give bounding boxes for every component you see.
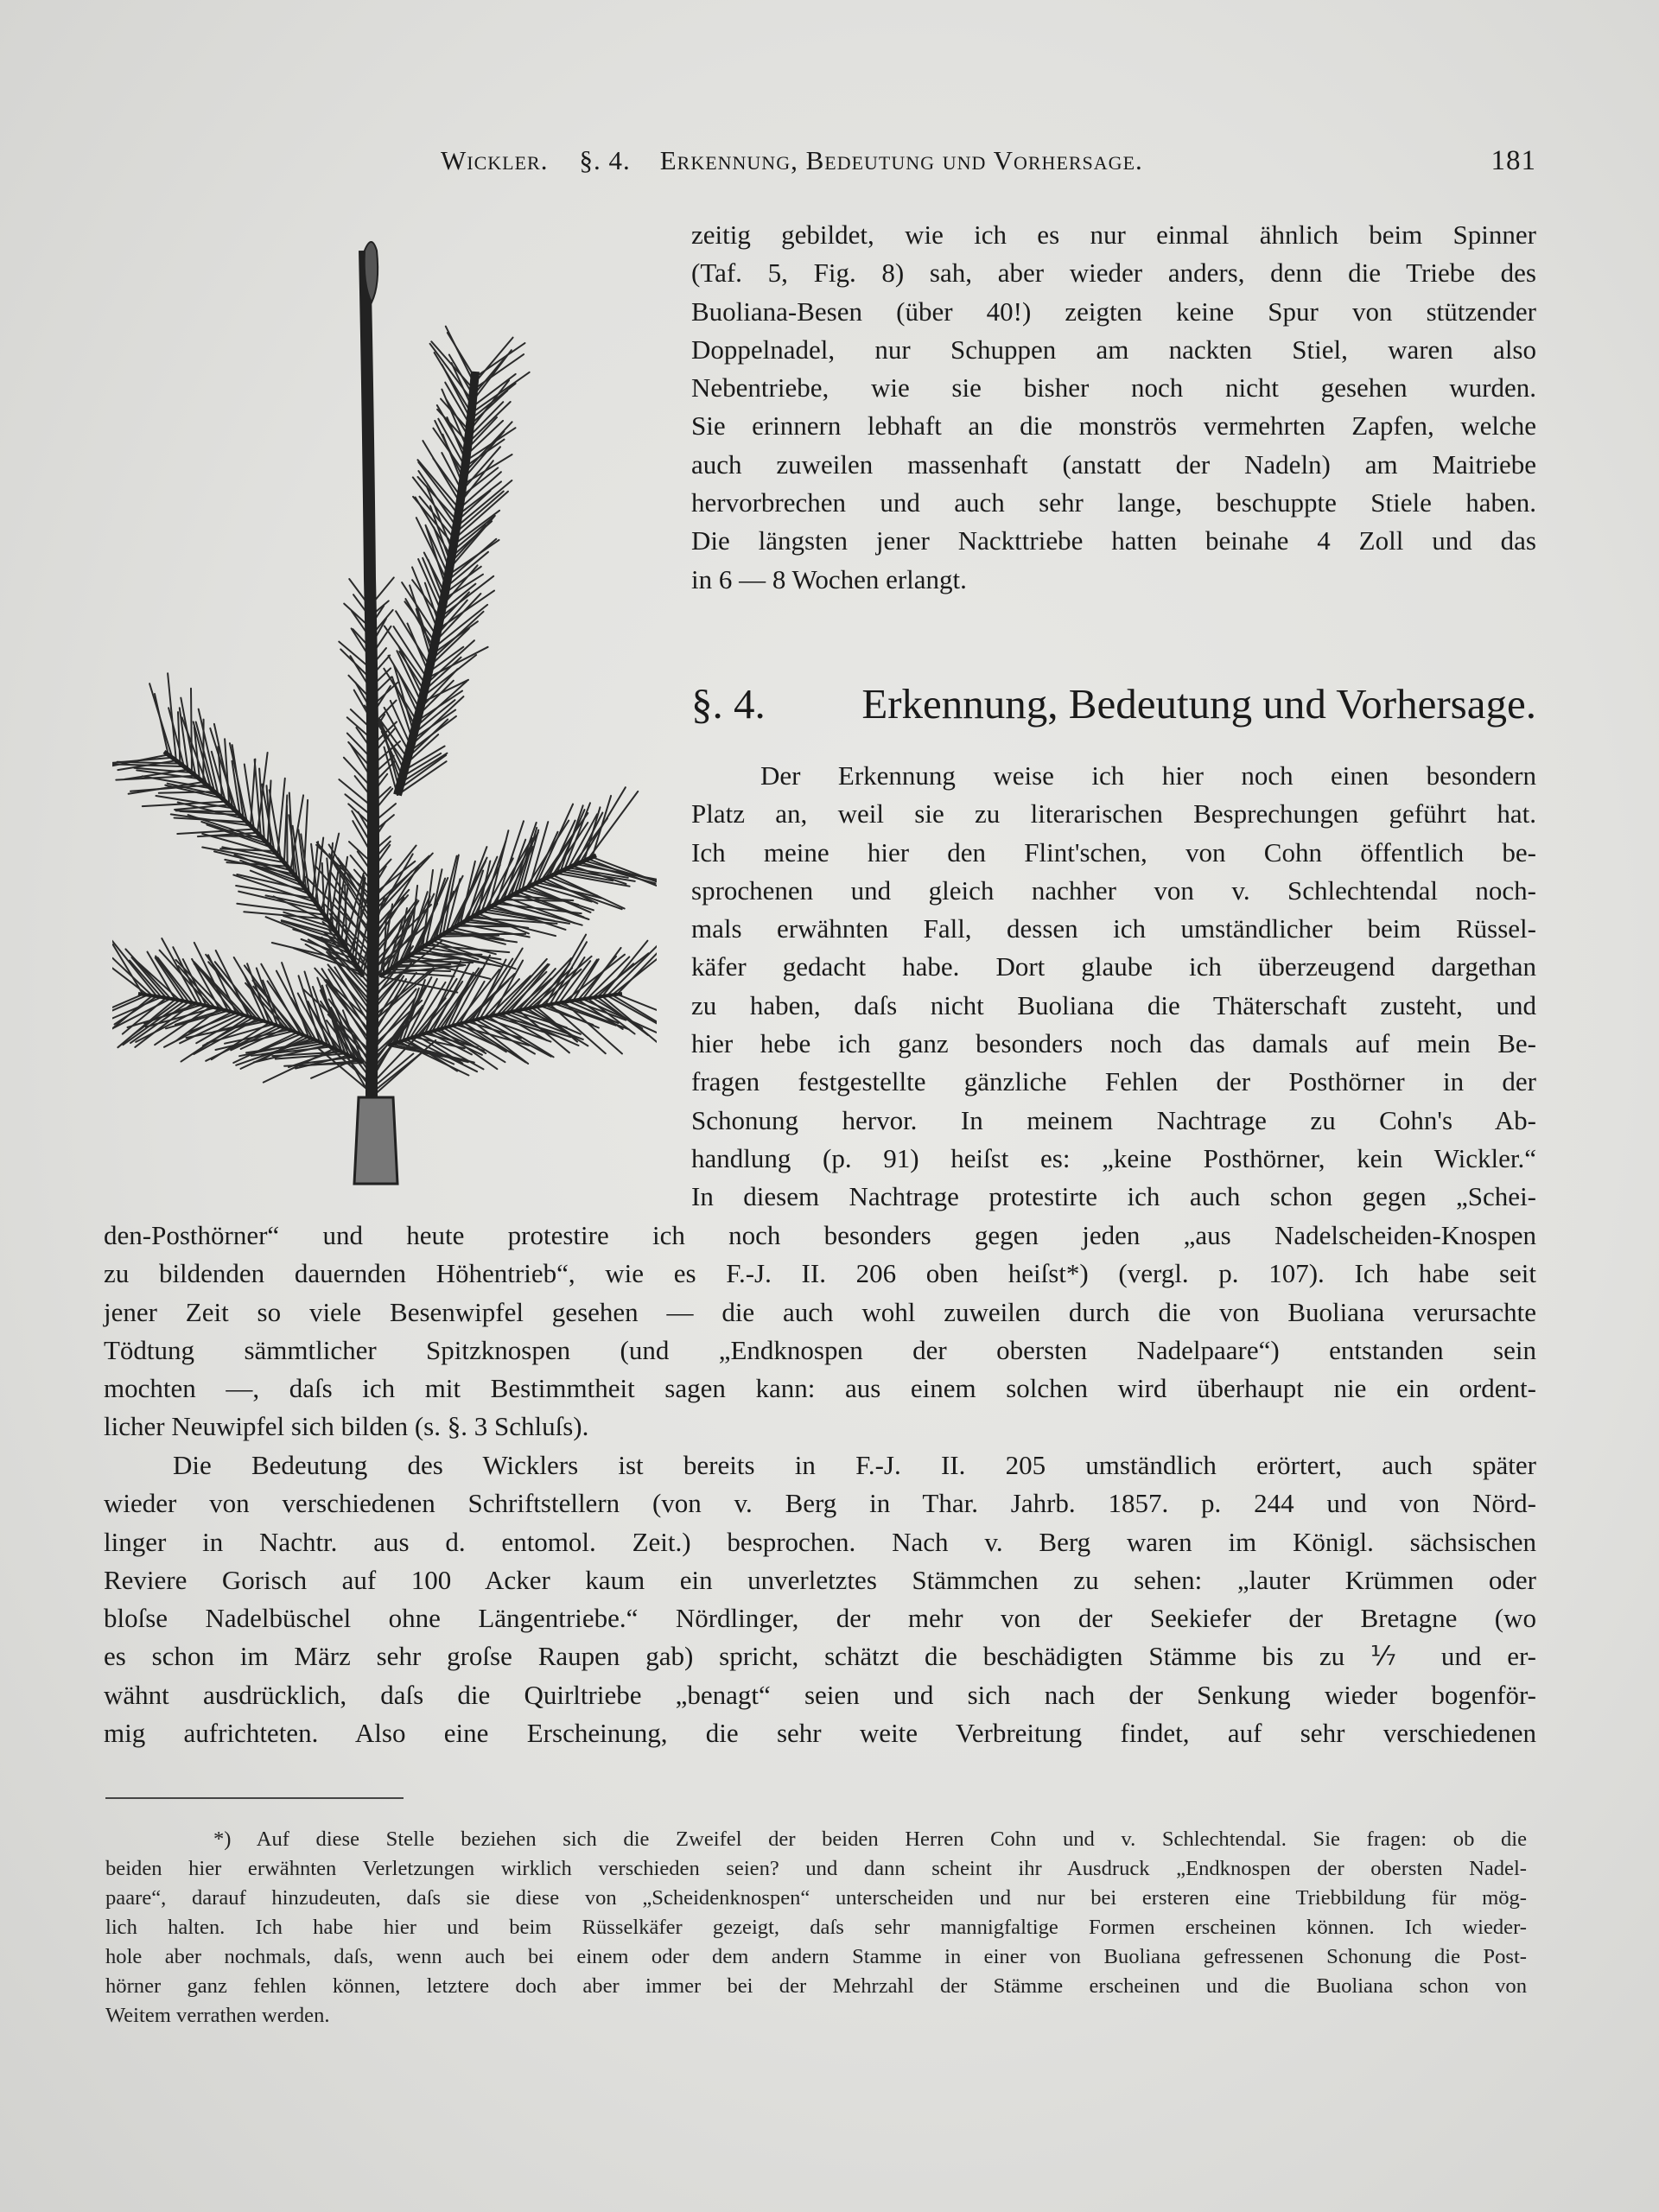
text-line: Sie erinnern lebhaft an die monströs vermehrten Zapfen, welche: [691, 410, 1536, 442]
text-line: bloſse Nadelbüschel ohne Längentriebe.“ Nördlinger, der mehr von der Seekiefer der Bretagne (wo: [104, 1603, 1536, 1634]
running-head-title: Erkennung, Bedeutung und Vorhersage.: [659, 145, 1143, 175]
paragraph-bedeutung: [104, 1446, 1536, 1752]
text-line: es schon im März sehr groſse Raupen gab) spricht, schätzt die beschädigten Stämme bis zu ⅐ und er-: [104, 1641, 1536, 1672]
text-line: Die längsten jener Nackttriebe hatten beinahe 4 Zoll und das: [691, 525, 1536, 556]
text-line: mals erwähnten Fall, dessen ich umständlicher beim Rüssel-: [691, 913, 1536, 944]
footnote-rule: [105, 1797, 404, 1799]
paragraph-top: [691, 216, 1536, 599]
running-head-chapter: Wickler.: [441, 145, 549, 175]
text-line: hörner ganz fehlen können, letztere doch aber immer bei der Mehrzahl der Stämme erscheinen und die Buoliana schon von: [105, 1974, 1527, 1998]
text-line: linger in Nachtr. aus d. entomol. Zeit.) besprochen. Nach v. Berg waren im Königl. sächsischen: [104, 1526, 1536, 1557]
text-line: Tödtung sämmtlicher Spitzknospen (und „Endknospen der obersten Nadelpaare“) entstanden sein: [104, 1334, 1536, 1365]
text-line: *) Auf diese Stelle beziehen sich die Zweifel der beiden Herren Cohn und v. Schlechtendal. Sie fragen: ob die: [213, 1827, 1527, 1851]
text-line: Platz an, weil sie zu literarischen Besprechungen geführt hat.: [691, 798, 1536, 830]
text-line: beiden hier erwähnten Verletzungen wirklich verschieden seien? und dann scheint ihr Ausdruck „Endknospen der obersten Nadel-: [105, 1857, 1527, 1880]
text-line: hervorbrechen und auch sehr lange, beschuppte Stiele haben.: [691, 487, 1536, 518]
text-line: Weitem verrathen werden.: [105, 2004, 330, 2027]
running-head: [441, 145, 1536, 183]
text-line: käfer gedacht habe. Dort glaube ich überzeugend dargethan: [691, 951, 1536, 982]
text-line: zeitig gebildet, wie ich es nur einmal ähnlich beim Spinner: [691, 219, 1536, 250]
text-line: Schonung hervor. In meinem Nachtrage zu Cohn's Ab-: [691, 1104, 1536, 1135]
paragraph-erkennung-wide: [104, 1217, 1536, 1446]
text-line: Nebentriebe, wie sie bisher noch nicht gesehen wurden.: [691, 372, 1536, 404]
section-number: §. 4.: [691, 680, 766, 728]
text-line: zu haben, daſs nicht Buoliana die Thäterschaft zusteht, und: [691, 989, 1536, 1020]
text-line: paare“, darauf hinzudeuten, daſs sie diese von „Scheidenknospen“ unterscheiden und nur bei ersteren eine Triebbildung für mög-: [105, 1886, 1527, 1910]
text-line: zu bildenden dauernden Höhentrieb“, wie es F.-J. II. 206 oben heiſst*) (vergl. p. 107). Ich habe seit: [104, 1258, 1536, 1289]
text-line: Reviere Gorisch auf 100 Acker kaum ein unverletztes Stämmchen zu sehen: „lauter Krümmen oder: [104, 1564, 1536, 1595]
section-heading: [691, 679, 1536, 734]
text-line: mig aufrichteten. Also eine Erscheinung, die sehr weite Verbreitung findet, auf sehr verschiedenen: [104, 1718, 1536, 1749]
text-line: Ich meine hier den Flint'schen, von Cohn öffentlich be-: [691, 836, 1536, 868]
pine-branch-engraving-icon: [112, 233, 657, 1201]
running-head-section: §. 4.: [579, 145, 631, 175]
text-line: mochten —, daſs ich mit Bestimmtheit sagen kann: aus einem solchen wird überhaupt nie ein ordent-: [104, 1373, 1536, 1404]
text-line: hole aber nochmals, daſs, wenn auch bei einem oder dem andern Stamme in einer von Buoliana gefressenen Schonung die Post-: [105, 1945, 1527, 1968]
text-line: In diesem Nachtrage protestirte ich auch schon gegen „Schei-: [691, 1181, 1536, 1212]
paragraph-erkennung-narrow: [691, 757, 1536, 1217]
text-line: (Taf. 5, Fig. 8) sah, aber wieder anders, denn die Triebe des: [691, 257, 1536, 289]
text-line: fragen festgestellte gänzliche Fehlen der Posthörner in der: [691, 1066, 1536, 1097]
text-line: in 6 — 8 Wochen erlangt.: [691, 563, 967, 594]
text-line: Buoliana-Besen (über 40!) zeigten keine Spur von stützender: [691, 296, 1536, 327]
text-line: Doppelnadel, nur Schuppen am nackten Stiel, waren also: [691, 334, 1536, 365]
text-line: wähnt ausdrücklich, daſs die Quirltriebe „benagt“ seien und sich nach der Senkung wieder bogenför-: [104, 1679, 1536, 1710]
text-line: Der Erkennung weise ich hier noch einen besondern: [760, 760, 1536, 791]
text-line: auch zuweilen massenhaft (anstatt der Nadeln) am Maitriebe: [691, 448, 1536, 480]
text-line: sprochenen und gleich nachher von v. Schlechtendal noch-: [691, 874, 1536, 906]
text-line: handlung (p. 91) heiſst es: „keine Posthörner, kein Wickler.“: [691, 1142, 1536, 1173]
page-number: 181: [1491, 145, 1536, 176]
text-line: hier hebe ich ganz besonders noch das damals auf mein Be-: [691, 1028, 1536, 1059]
text-line: den-Posthörner“ und heute protestire ich noch besonders gegen jeden „aus Nadelscheiden-Knospen: [104, 1220, 1536, 1250]
text-line: Die Bedeutung des Wicklers ist bereits in F.-J. II. 205 umständlich erörtert, auch später: [173, 1450, 1536, 1480]
text-line: licher Neuwipfel sich bilden (s. §. 3 Schluſs).: [104, 1411, 589, 1442]
text-line: wieder von verschiedenen Schriftstellern (von v. Berg in Thar. Jahrb. 1857. p. 244 und von Nörd-: [104, 1488, 1536, 1519]
text-line: jener Zeit so viele Besenwipfel gesehen — die auch wohl zuweilen durch die von Buoliana verursachte: [104, 1296, 1536, 1327]
section-title: Erkennung, Bedeutung und Vorhersage.: [861, 680, 1536, 728]
text-line: lich halten. Ich habe hier und beim Rüsselkäfer gezeigt, daſs sehr mannigfaltige Formen erscheinen können. Ich wieder-: [105, 1916, 1527, 1939]
footnotes: [105, 1825, 1527, 2031]
